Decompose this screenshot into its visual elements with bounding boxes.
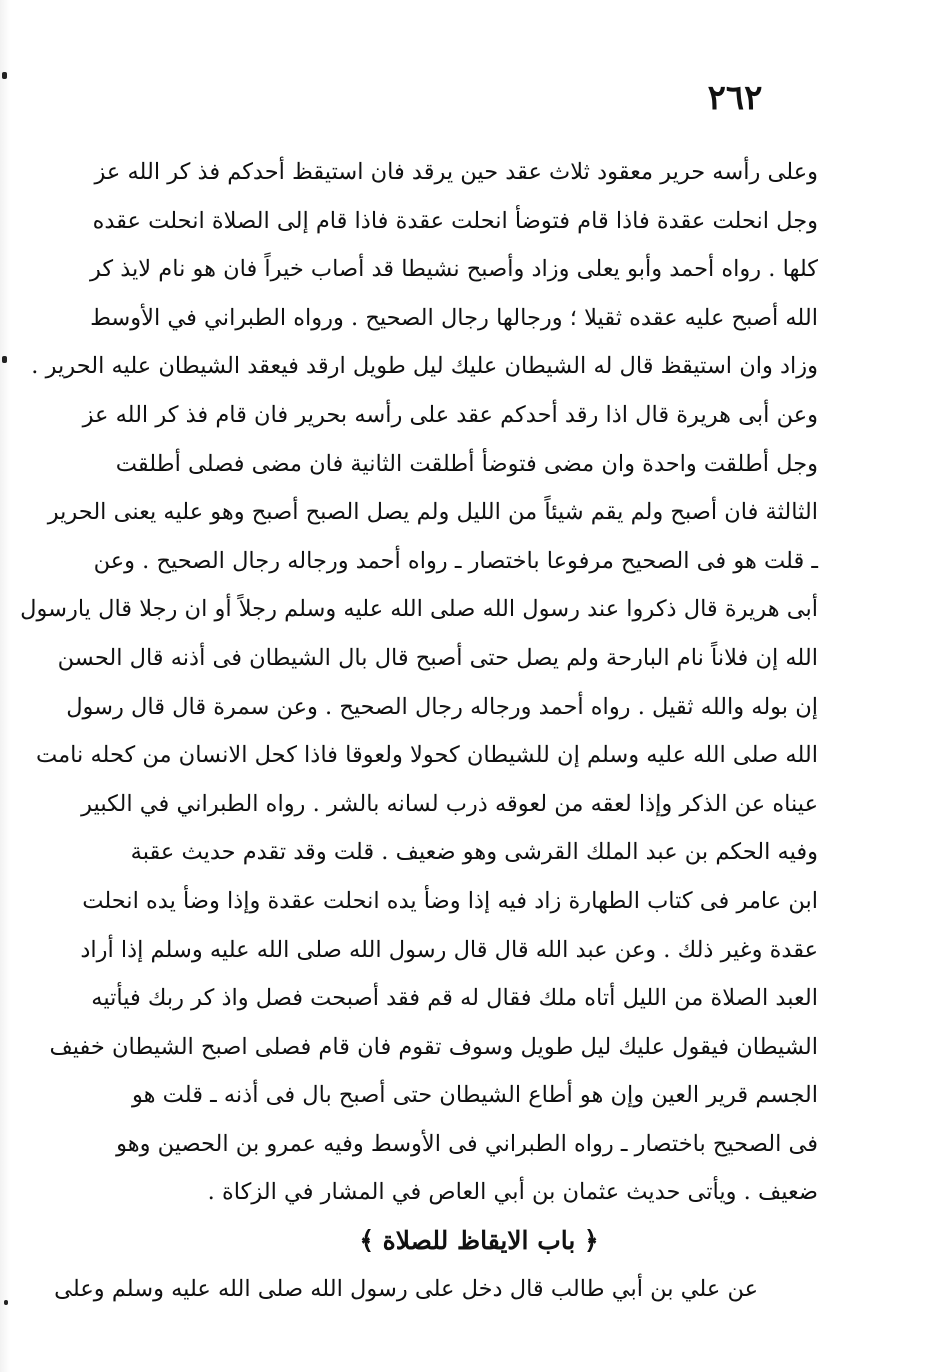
text-line: العبد الصلاة من الليل أتاه ملك فقال له قم فقد أصبحت فصل واذ كر ربك فيأتيه bbox=[91, 985, 818, 1012]
text-line: إن بوله والله ثقيل . رواه أحمد ورجاله رجال الصحيح . وعن سمرة قال قال رسول bbox=[66, 693, 818, 720]
text-line: الله أصبح عليه عقده ثقيلا ؛ ورجالها رجال الصحيح . ورواه الطبراني في الأوسط bbox=[90, 304, 818, 331]
scan-edge-shadow bbox=[0, 0, 10, 1372]
text-line: وزاد وان استيقظ قال له الشيطان عليك ليل طويل ارقد فيعقد الشيطان عليه الحرير . bbox=[31, 353, 818, 380]
text-line: وجل أطلقت واحدة وان مضى فتوضأ أطلقت الثانية فان مضى فصلى أطلقت bbox=[115, 450, 818, 477]
text-line: ـ قلت هو فى الصحيح مرفوعا باختصار ـ رواه أحمد ورجاله رجال الصحيح . وعن bbox=[93, 547, 818, 574]
text-line: عيناه عن الذكر وإذا لعقه من لعوقه ذرب لسانه بالشر . رواه الطبراني في الكبير bbox=[81, 790, 818, 817]
margin-mark bbox=[2, 72, 7, 79]
text-line: فى الصحيح باختصار ـ رواه الطبراني فى الأوسط وفيه عمرو بن الحصين وهو bbox=[116, 1130, 818, 1157]
section-heading: ﴿ باب الايقاظ للصلاة ﴾ bbox=[359, 1226, 599, 1256]
page-number: ٢٦٢ bbox=[707, 78, 763, 118]
text-line: الثالثة فان أصبح ولم يقم شيئاً من الليل ولم يصل الصبح أصبح وهو عليه يعنى الحرير bbox=[47, 499, 818, 526]
text-line: عن علي بن أبي طالب قال دخل على رسول الله صلى الله عليه وسلم وعلى bbox=[54, 1276, 758, 1303]
text-line: وعن أبى هريرة قال اذا رقد أحدكم عقد على رأسه بحرير فان قام فذ كر الله عز bbox=[82, 401, 818, 428]
text-line: الله إن فلاناً نام البارحة ولم يصل حتى أصبح قال بال الشيطان فى أذنه قال الحسن bbox=[57, 644, 818, 671]
text-line: أبى هريرة قال ذكروا عند رسول الله صلى الله عليه وسلم رجلاً أو ان رجلا قال يارسول bbox=[20, 596, 818, 623]
text-line: الشيطان فيقول عليك ليل طويل وسوف تقوم فان قام فصلى اصبح الشيطان خفيف bbox=[49, 1033, 818, 1060]
text-line: الله صلى الله عليه وسلم إن للشيطان كحولا ولعوقا فاذا كحل الانسان من كحله نامت bbox=[36, 742, 818, 769]
text-line: كلها . رواه أحمد وأبو يعلى وزاد وأصبح نشيطا قد أصاب خيراً فان هو نام لايذ كر bbox=[89, 256, 818, 283]
text-line: وفيه الحكم بن عبد الملك القرشى وهو ضعيف . قلت وقد تقدم حديث عقبة bbox=[130, 839, 818, 866]
text-line: ابن عامر فى كتاب الطهارة زاد فيه إذا وضأ يده انحلت عقدة وإذا وضأ يده انحلت bbox=[82, 887, 818, 914]
body-text bbox=[20, 148, 818, 1314]
margin-mark bbox=[2, 356, 7, 363]
text-line: عقدة وغير ذلك . وعن عبد الله قال قال رسول الله صلى الله عليه وسلم إذا أراد bbox=[80, 936, 818, 963]
text-line: ضعيف . ويأتى حديث عثمان بن أبي العاص في المشار في الزكاة . bbox=[207, 1179, 818, 1206]
text-line: وجل انحلت عقدة فاذا قام فتوضأ انحلت عقدة فاذا قام إلى الصلاة انحلت عقده bbox=[92, 207, 818, 234]
text-line: وعلى رأسه حرير معقود ثلاث عقد حين يرقد فان استيقظ أحدكم فذ كر الله عز bbox=[94, 159, 818, 185]
margin-mark bbox=[4, 1300, 8, 1305]
text-line: الجسم قرير العين وإن هو أطاع الشيطان حتى أصبح بال فى أذنه ـ قلت هو bbox=[132, 1082, 818, 1109]
